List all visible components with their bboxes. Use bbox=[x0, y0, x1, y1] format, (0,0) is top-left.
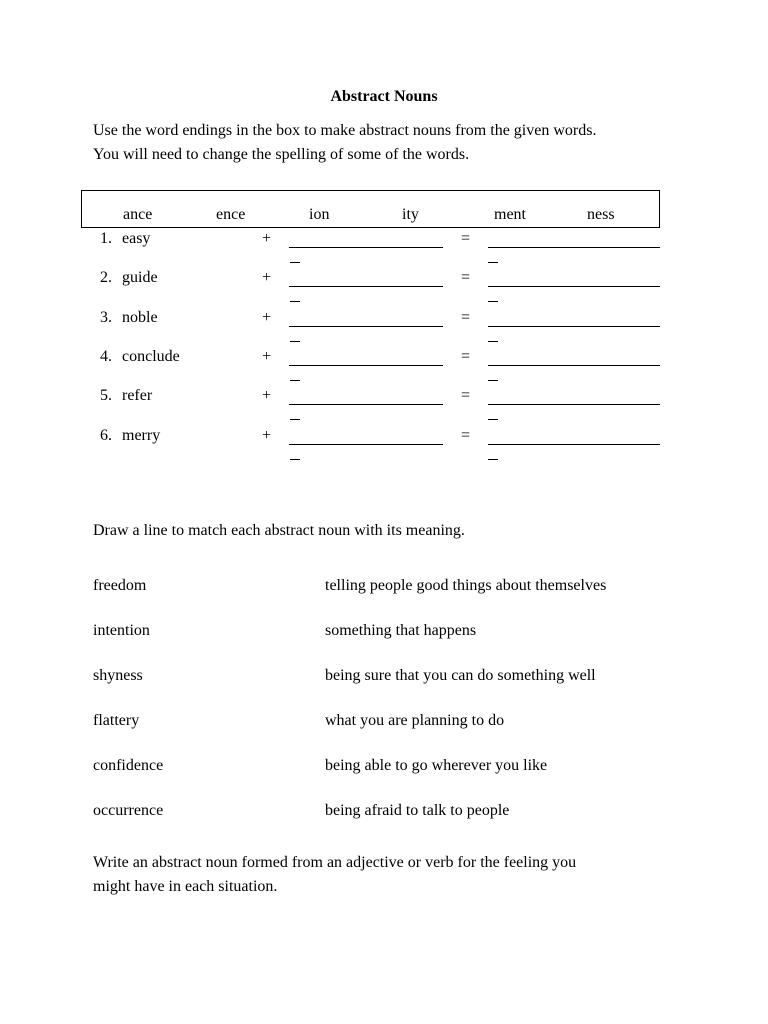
match-instruction: Draw a line to match each abstract noun with its meaning. bbox=[93, 522, 465, 539]
blank-dash bbox=[488, 380, 498, 381]
plus-sign: + bbox=[262, 348, 272, 365]
blank-dash bbox=[290, 459, 300, 460]
ending-ity: ity bbox=[402, 206, 419, 223]
noun-answer-blank[interactable] bbox=[488, 286, 660, 287]
blank-dash bbox=[488, 459, 498, 460]
word-row bbox=[0, 427, 768, 467]
ending-answer-blank[interactable] bbox=[289, 326, 443, 327]
item-number: 5. bbox=[100, 387, 112, 404]
word-row bbox=[0, 309, 768, 349]
equals-sign: = bbox=[461, 348, 471, 365]
match-meaning[interactable]: what you are planning to do bbox=[325, 712, 505, 729]
base-word: noble bbox=[122, 309, 158, 326]
blank-dash bbox=[290, 301, 300, 302]
base-word: easy bbox=[122, 230, 151, 247]
blank-dash bbox=[488, 419, 498, 420]
item-number: 3. bbox=[100, 309, 112, 326]
instructions bbox=[93, 119, 693, 167]
item-number: 6. bbox=[100, 427, 112, 444]
blank-dash bbox=[290, 419, 300, 420]
word-row bbox=[0, 348, 768, 388]
instruction-line: Use the word endings in the box to make abstract nouns from the given words. bbox=[93, 122, 597, 139]
ending-answer-blank[interactable] bbox=[289, 286, 443, 287]
ending-ness: ness bbox=[587, 206, 615, 223]
ending-answer-blank[interactable] bbox=[289, 365, 443, 366]
plus-sign: + bbox=[262, 427, 272, 444]
match-meaning[interactable]: telling people good things about themselves bbox=[325, 577, 607, 594]
ending-ment: ment bbox=[494, 206, 526, 223]
match-noun[interactable]: shyness bbox=[93, 667, 143, 684]
word-row bbox=[0, 387, 768, 427]
noun-answer-blank[interactable] bbox=[488, 404, 660, 405]
blank-dash bbox=[290, 341, 300, 342]
noun-answer-blank[interactable] bbox=[488, 444, 660, 445]
blank-dash bbox=[290, 262, 300, 263]
blank-dash bbox=[290, 380, 300, 381]
base-word: merry bbox=[122, 427, 161, 444]
plus-sign: + bbox=[262, 309, 272, 326]
match-meaning[interactable]: something that happens bbox=[325, 622, 477, 639]
match-meaning[interactable]: being afraid to talk to people bbox=[325, 802, 510, 819]
final-instruction bbox=[93, 851, 576, 899]
blank-dash bbox=[488, 301, 498, 302]
base-word: refer bbox=[122, 387, 153, 404]
page-title: Abstract Nouns bbox=[330, 88, 438, 105]
word-row bbox=[0, 230, 768, 270]
blank-dash bbox=[488, 262, 498, 263]
word-endings-box bbox=[81, 190, 660, 228]
item-number: 1. bbox=[100, 230, 112, 247]
match-noun[interactable]: confidence bbox=[93, 757, 164, 774]
ending-ance: ance bbox=[123, 206, 153, 223]
ending-answer-blank[interactable] bbox=[289, 404, 443, 405]
equals-sign: = bbox=[461, 427, 471, 444]
plus-sign: + bbox=[262, 230, 272, 247]
ending-answer-blank[interactable] bbox=[289, 247, 443, 248]
ending-answer-blank[interactable] bbox=[289, 444, 443, 445]
ending-ence: ence bbox=[216, 206, 246, 223]
noun-answer-blank[interactable] bbox=[488, 326, 660, 327]
equals-sign: = bbox=[461, 309, 471, 326]
equals-sign: = bbox=[461, 387, 471, 404]
word-row bbox=[0, 269, 768, 309]
item-number: 2. bbox=[100, 269, 112, 286]
final-instruction-line: might have in each situation. bbox=[93, 878, 278, 895]
final-instruction-line: Write an abstract noun formed from an adjective or verb for the feeling you bbox=[93, 854, 577, 871]
match-noun[interactable]: flattery bbox=[93, 712, 140, 729]
instruction-line: You will need to change the spelling of some of the words. bbox=[93, 146, 470, 163]
blank-dash bbox=[488, 341, 498, 342]
ending-ion: ion bbox=[309, 206, 330, 223]
match-noun[interactable]: intention bbox=[93, 622, 150, 639]
equals-sign: = bbox=[461, 269, 471, 286]
match-noun[interactable]: occurrence bbox=[93, 802, 164, 819]
equals-sign: = bbox=[461, 230, 471, 247]
base-word: conclude bbox=[122, 348, 180, 365]
base-word: guide bbox=[122, 269, 158, 286]
match-meaning[interactable]: being able to go wherever you like bbox=[325, 757, 548, 774]
item-number: 4. bbox=[100, 348, 112, 365]
plus-sign: + bbox=[262, 269, 272, 286]
match-meaning[interactable]: being sure that you can do something well bbox=[325, 667, 596, 684]
match-noun[interactable]: freedom bbox=[93, 577, 147, 594]
noun-answer-blank[interactable] bbox=[488, 365, 660, 366]
plus-sign: + bbox=[262, 387, 272, 404]
noun-answer-blank[interactable] bbox=[488, 247, 660, 248]
